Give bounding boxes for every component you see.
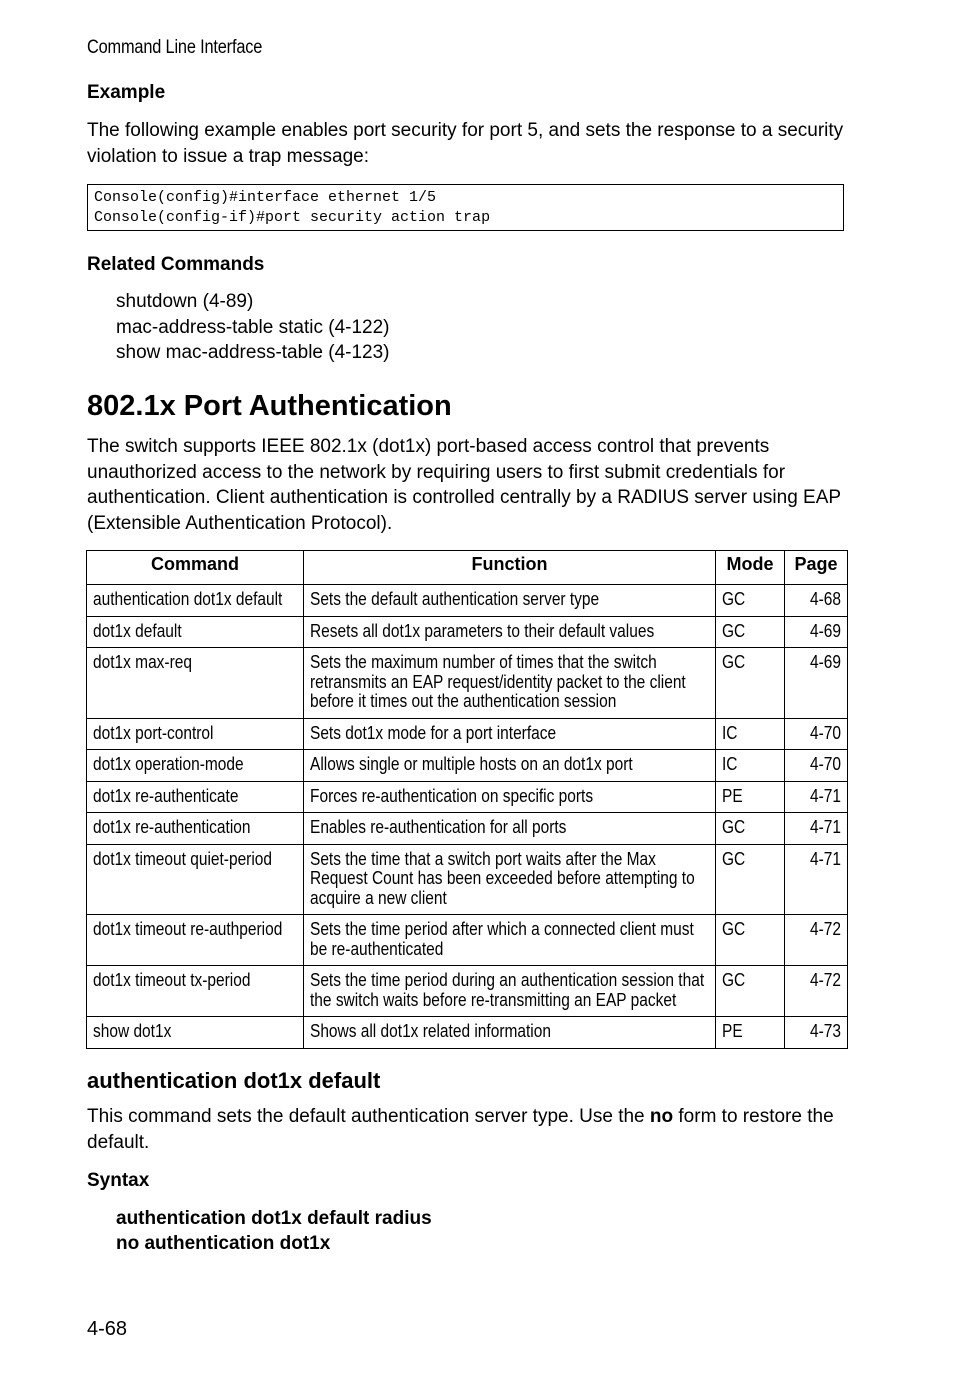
cell-text: Sets the maximum number of times that the switch retransmits an EAP request/identity packet to the client before it times out the authentication session xyxy=(310,652,686,711)
table-row xyxy=(87,1017,848,1049)
cell-text: dot1x default xyxy=(93,620,182,641)
cell-text: GC xyxy=(722,970,746,990)
cell-command xyxy=(87,915,304,966)
cell-text: dot1x re-authenticate xyxy=(93,785,239,806)
table-row xyxy=(87,616,848,648)
cell-page xyxy=(785,966,848,1017)
description-text: This command sets the default authentication server type. Use the xyxy=(87,1106,650,1127)
cell-text: GC xyxy=(722,919,746,939)
section-title: 802.1x Port Authentication xyxy=(87,390,452,422)
cell-text: Forces re-authentication on specific ports xyxy=(310,785,594,806)
command-description xyxy=(87,1104,857,1155)
page-number: 4-68 xyxy=(87,1318,128,1340)
cell-text: IC xyxy=(722,722,738,743)
cell-page xyxy=(785,585,848,617)
cell-command xyxy=(87,750,304,782)
syntax-heading: Syntax xyxy=(87,1170,150,1191)
cell-text: Resets all dot1x parameters to their default values xyxy=(310,620,655,641)
table-row xyxy=(87,718,848,750)
related-command-item: mac-address-table static (4-122) xyxy=(116,316,390,338)
example-text: The following example enables port security for port 5, and sets the response to a security violation to issue a trap message: xyxy=(87,120,844,167)
cell-text: 4-70 xyxy=(810,722,841,743)
cell-command xyxy=(87,966,304,1017)
cell-mode xyxy=(716,585,785,617)
cell-text: Enables re-authentication for all ports xyxy=(310,817,567,837)
cell-text: 4-72 xyxy=(810,970,841,990)
cell-text: 4-71 xyxy=(810,848,841,869)
related-command-item: shutdown (4-89) xyxy=(116,291,254,312)
cell-text: dot1x timeout quiet-period xyxy=(93,848,272,869)
table-row xyxy=(87,813,848,845)
cell-function xyxy=(304,1017,716,1049)
cell-function xyxy=(304,648,716,719)
cell-mode xyxy=(716,718,785,750)
table-header-row xyxy=(87,551,848,585)
cell-command xyxy=(87,718,304,750)
column-header-command: Command xyxy=(87,551,304,585)
cell-text: dot1x port-control xyxy=(93,722,214,743)
column-header-page: Page xyxy=(785,551,848,585)
cell-text: 4-69 xyxy=(810,652,841,672)
table-row xyxy=(87,966,848,1017)
cell-text: Allows single or multiple hosts on an dot1x port xyxy=(310,754,633,774)
cell-text: show dot1x xyxy=(93,1021,172,1041)
related-commands-list xyxy=(116,289,390,366)
cell-function xyxy=(304,813,716,845)
cell-command xyxy=(87,813,304,845)
syntax-line: no authentication dot1x xyxy=(116,1233,331,1254)
cell-command xyxy=(87,585,304,617)
cell-text: PE xyxy=(722,785,743,806)
cell-text: Sets the time period after which a connected client must be re-authenticated xyxy=(310,919,694,959)
running-head: Command Line Interface xyxy=(87,37,263,58)
cell-text: dot1x timeout re-authperiod xyxy=(93,919,283,939)
cell-mode xyxy=(716,781,785,813)
syntax-block xyxy=(116,1206,432,1256)
cell-text: Sets the time period during an authentication session that the switch waits before re-transmitting an EAP packet xyxy=(310,970,705,1010)
cell-text: PE xyxy=(722,1021,743,1041)
cell-page xyxy=(785,915,848,966)
section-intro: The switch supports IEEE 802.1x (dot1x) port-based access control that prevents unauthorized access to the network by requiring users to first submit credentials for authentication. Client authentication is controlled centrally by a RADIUS server using EAP (Extensible Authentication Protocol). xyxy=(87,436,841,534)
cell-text: authentication dot1x default xyxy=(93,589,283,609)
cell-command xyxy=(87,781,304,813)
cell-text: 4-72 xyxy=(810,919,841,939)
cell-page xyxy=(785,813,848,845)
cell-mode xyxy=(716,813,785,845)
command-table xyxy=(86,550,848,1049)
command-title: authentication dot1x default xyxy=(87,1068,381,1093)
cell-page xyxy=(785,616,848,648)
cell-text: 4-71 xyxy=(810,785,841,806)
table-row xyxy=(87,781,848,813)
cell-text: 4-69 xyxy=(810,620,841,641)
cell-page xyxy=(785,781,848,813)
cell-text: dot1x re-authentication xyxy=(93,817,251,837)
cell-mode xyxy=(716,915,785,966)
cell-text: Sets the default authentication server type xyxy=(310,589,600,609)
cell-text: dot1x timeout tx-period xyxy=(93,970,251,990)
cell-text: GC xyxy=(722,620,746,641)
cell-function xyxy=(304,616,716,648)
cell-page xyxy=(785,648,848,719)
cell-text: Sets the time that a switch port waits after the Max Request Count has been exceeded before attempting to acquire a new client xyxy=(310,848,695,908)
related-commands-heading: Related Commands xyxy=(87,254,265,275)
cell-page xyxy=(785,844,848,915)
cell-text: GC xyxy=(722,589,746,609)
cell-command xyxy=(87,616,304,648)
cell-text: 4-71 xyxy=(810,817,841,837)
table-row xyxy=(87,915,848,966)
description-text: form to restore the default. xyxy=(87,1106,834,1153)
cell-text: IC xyxy=(722,754,738,774)
cell-function xyxy=(304,915,716,966)
cell-text: GC xyxy=(722,817,746,837)
column-header-mode: Mode xyxy=(716,551,785,585)
cell-mode xyxy=(716,1017,785,1049)
table-row xyxy=(87,585,848,617)
column-header-function: Function xyxy=(304,551,716,585)
cell-function xyxy=(304,966,716,1017)
example-heading: Example xyxy=(87,82,166,103)
cell-mode xyxy=(716,966,785,1017)
cell-function xyxy=(304,750,716,782)
cell-mode xyxy=(716,844,785,915)
cell-text: 4-68 xyxy=(810,589,841,609)
cell-page xyxy=(785,1017,848,1049)
cell-text: dot1x max-req xyxy=(93,652,192,672)
table-row xyxy=(87,648,848,719)
cell-function xyxy=(304,718,716,750)
code-example xyxy=(87,184,844,231)
cell-function xyxy=(304,844,716,915)
cell-function xyxy=(304,585,716,617)
cell-text: Sets dot1x mode for a port interface xyxy=(310,722,557,743)
description-keyword: no xyxy=(649,1106,674,1127)
cell-function xyxy=(304,781,716,813)
cell-text: GC xyxy=(722,848,746,869)
cell-mode xyxy=(716,750,785,782)
cell-page xyxy=(785,718,848,750)
cell-text: Shows all dot1x related information xyxy=(310,1021,551,1041)
cell-text: GC xyxy=(722,652,746,672)
related-command-item: show mac-address-table (4-123) xyxy=(116,342,390,363)
table-row xyxy=(87,844,848,915)
cell-command xyxy=(87,1017,304,1049)
code-line: Console(config-if)#port security action trap xyxy=(94,209,491,226)
cell-text: 4-73 xyxy=(810,1021,841,1041)
cell-text: 4-70 xyxy=(810,754,841,774)
cell-text: dot1x operation-mode xyxy=(93,754,244,774)
cell-page xyxy=(785,750,848,782)
cell-mode xyxy=(716,648,785,719)
syntax-line: authentication dot1x default radius xyxy=(116,1208,432,1229)
table-row xyxy=(87,750,848,782)
cell-command xyxy=(87,844,304,915)
cell-command xyxy=(87,648,304,719)
code-line: Console(config)#interface ethernet 1/5 xyxy=(94,189,437,206)
cell-mode xyxy=(716,616,785,648)
